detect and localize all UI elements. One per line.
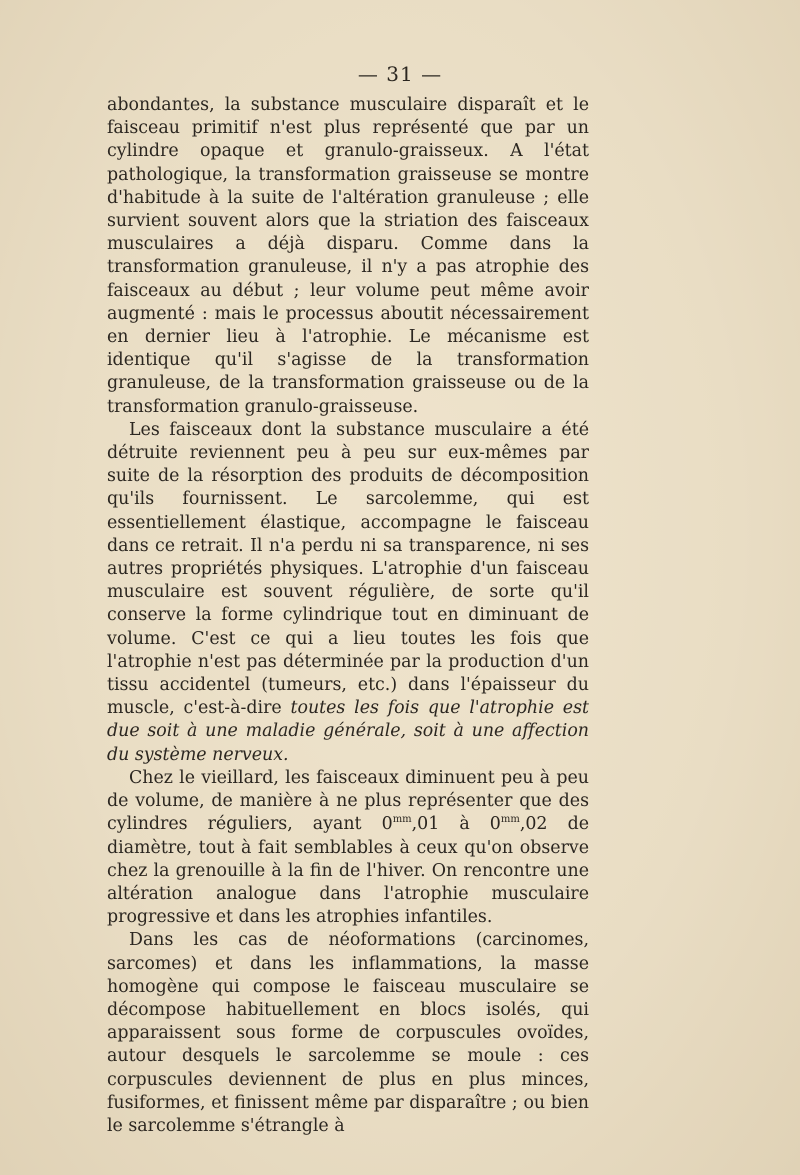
unit-superscript-1: mm bbox=[392, 814, 412, 826]
body-text bbox=[107, 94, 589, 1138]
paragraph-3 bbox=[107, 767, 589, 929]
paragraph-4: Dans les cas de néoformations (carcinomes, sarcomes) et dans les inflammations, la masse homogène qui compose le faisceau musculaire se décompose habituellement en blocs isolés, qui apparaissent sous forme de corpuscules ovoïdes, autour desquels le sarcolemme se moule : ces corpuscules deviennent de plus en plus minces, fusiformes, et finissent même par disparaître ; ou bien le sarcolemme s'étrangle à bbox=[107, 930, 589, 1136]
paragraph-1: abondantes, la substance musculaire disparaît et le faisceau primitif n'est plus représenté que par un cylindre opaque et granulo-graisseux. A l'état pathologique, la transformation graisseuse se montre d'habitude à la suite de l'altération granuleuse ; elle survient souvent alors que la striation des faisceaux musculaires a déjà disparu. Comme dans la transformation granuleuse, il n'y a pas atrophie des faisceaux au début ; leur volume peut même avoir augmenté : mais le processus aboutit nécessairement en dernier lieu à l'atrophie. Le mécanisme est identique qu'il s'agisse de la transformation granuleuse, de la transformation graisseuse ou de la transformation granulo-graisseuse. bbox=[107, 95, 589, 417]
paragraph-3-part-3: ,02 de diamètre, tout à fait semblables à ceux qu'on observe chez la grenouille à la fin de l'hiver. On rencontre une altération analogue dans l'atrophie musculaire progressive et dans les atrophies infantiles. bbox=[107, 814, 589, 928]
unit-superscript-2: mm bbox=[500, 814, 520, 826]
paragraph-2 bbox=[107, 419, 589, 767]
page-number: — 31 — bbox=[357, 62, 443, 86]
paragraph-2-italic: toutes les fois que l'atrophie est due soit à une maladie générale, soit à une affection du système nerveux. bbox=[107, 698, 589, 765]
paragraph-3-part-2: ,01 à 0 bbox=[411, 814, 501, 835]
paragraph-2-text: Les faisceaux dont la substance musculaire a été détruite reviennent peu à peu sur eux-mêmes par suite de la résorption des produits de décomposition qu'ils fournissent. Le sarcolemme, qui est essentiellement élastique, accompagne le faisceau dans ce retrait. Il n'a perdu ni sa transparence, ni ses autres propriétés physiques. L'atrophie d'un faisceau musculaire est souvent régulière, de sorte qu'il conserve la forme cylindrique tout en diminuant de volume. C'est ce qui a lieu toutes les fois que l'atrophie n'est pas déterminée par la production d'un tissu accidentel (tumeurs, etc.) dans l'épaisseur du muscle, c'est-à-dire bbox=[107, 419, 589, 719]
paragraph-3-part-1: Chez le vieillard, les faisceaux diminuent peu à peu de volume, de manière à ne plus représenter que des cylindres réguliers, ayant 0 bbox=[107, 767, 589, 835]
